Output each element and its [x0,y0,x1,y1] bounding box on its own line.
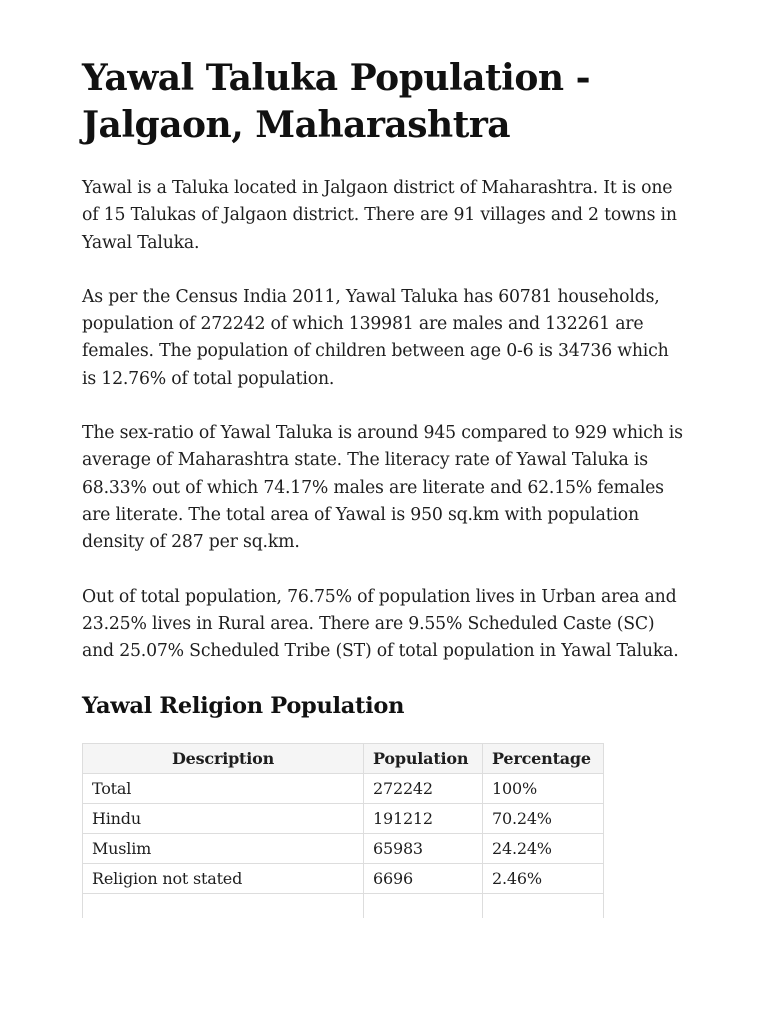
row-population: 272242 [364,774,483,804]
urban-rural-paragraph: Out of total population, 76.75% of population lives in Urban area and 23.25% lives in Rural area. There are 9.55% Scheduled Caste (SC) and 25.07% Scheduled Tribe (ST) of total population in Yawal Taluka. [82,586,679,662]
row-percentage: 70.24% [483,804,604,834]
table-row-cut-off [83,894,604,918]
table-row [83,834,604,864]
row-percentage: 100% [483,774,604,804]
empty-cell [83,894,364,918]
table-row [83,864,604,894]
row-description: Religion not stated [83,864,364,894]
row-description: Hindu [83,804,364,834]
sex-ratio-literacy-paragraph: The sex-ratio of Yawal Taluka is around 945 compared to 929 which is average of Maharashtra state. The literacy rate of Yawal Taluka is 68.33% out of which 74.17% males are literate and 62.15% females are literate. The total area of Yawal is 950 sq.km with population density of 287 per sq.km. [82,423,683,553]
row-description: Total [83,774,364,804]
table-header-row [83,744,604,774]
row-population: 65983 [364,834,483,864]
column-header-percentage: Percentage [483,744,604,774]
column-header-population: Population [364,744,483,774]
row-population: 191212 [364,804,483,834]
religion-table [82,743,604,918]
row-percentage: 24.24% [483,834,604,864]
table-row [83,774,604,804]
empty-cell [364,894,483,918]
empty-cell [483,894,604,918]
row-description: Muslim [83,834,364,864]
row-percentage: 2.46% [483,864,604,894]
intro-paragraph: Yawal is a Taluka located in Jalgaon district of Maharashtra. It is one of 15 Talukas of Jalgaon district. There are 91 villages and 2 towns in Yawal Taluka. [82,178,677,253]
column-header-description: Description [83,744,364,774]
row-population: 6696 [364,864,483,894]
religion-section-heading: Yawal Religion Population [82,693,405,720]
page-title: Yawal Taluka Population - Jalgaon, Maharashtra [82,57,591,146]
census-paragraph: As per the Census India 2011, Yawal Taluka has 60781 households, population of 272242 of which 139981 are males and 132261 are females. The population of children between age 0-6 is 34736 which is 12.76% of total population. [82,286,669,389]
table-row [83,804,604,834]
